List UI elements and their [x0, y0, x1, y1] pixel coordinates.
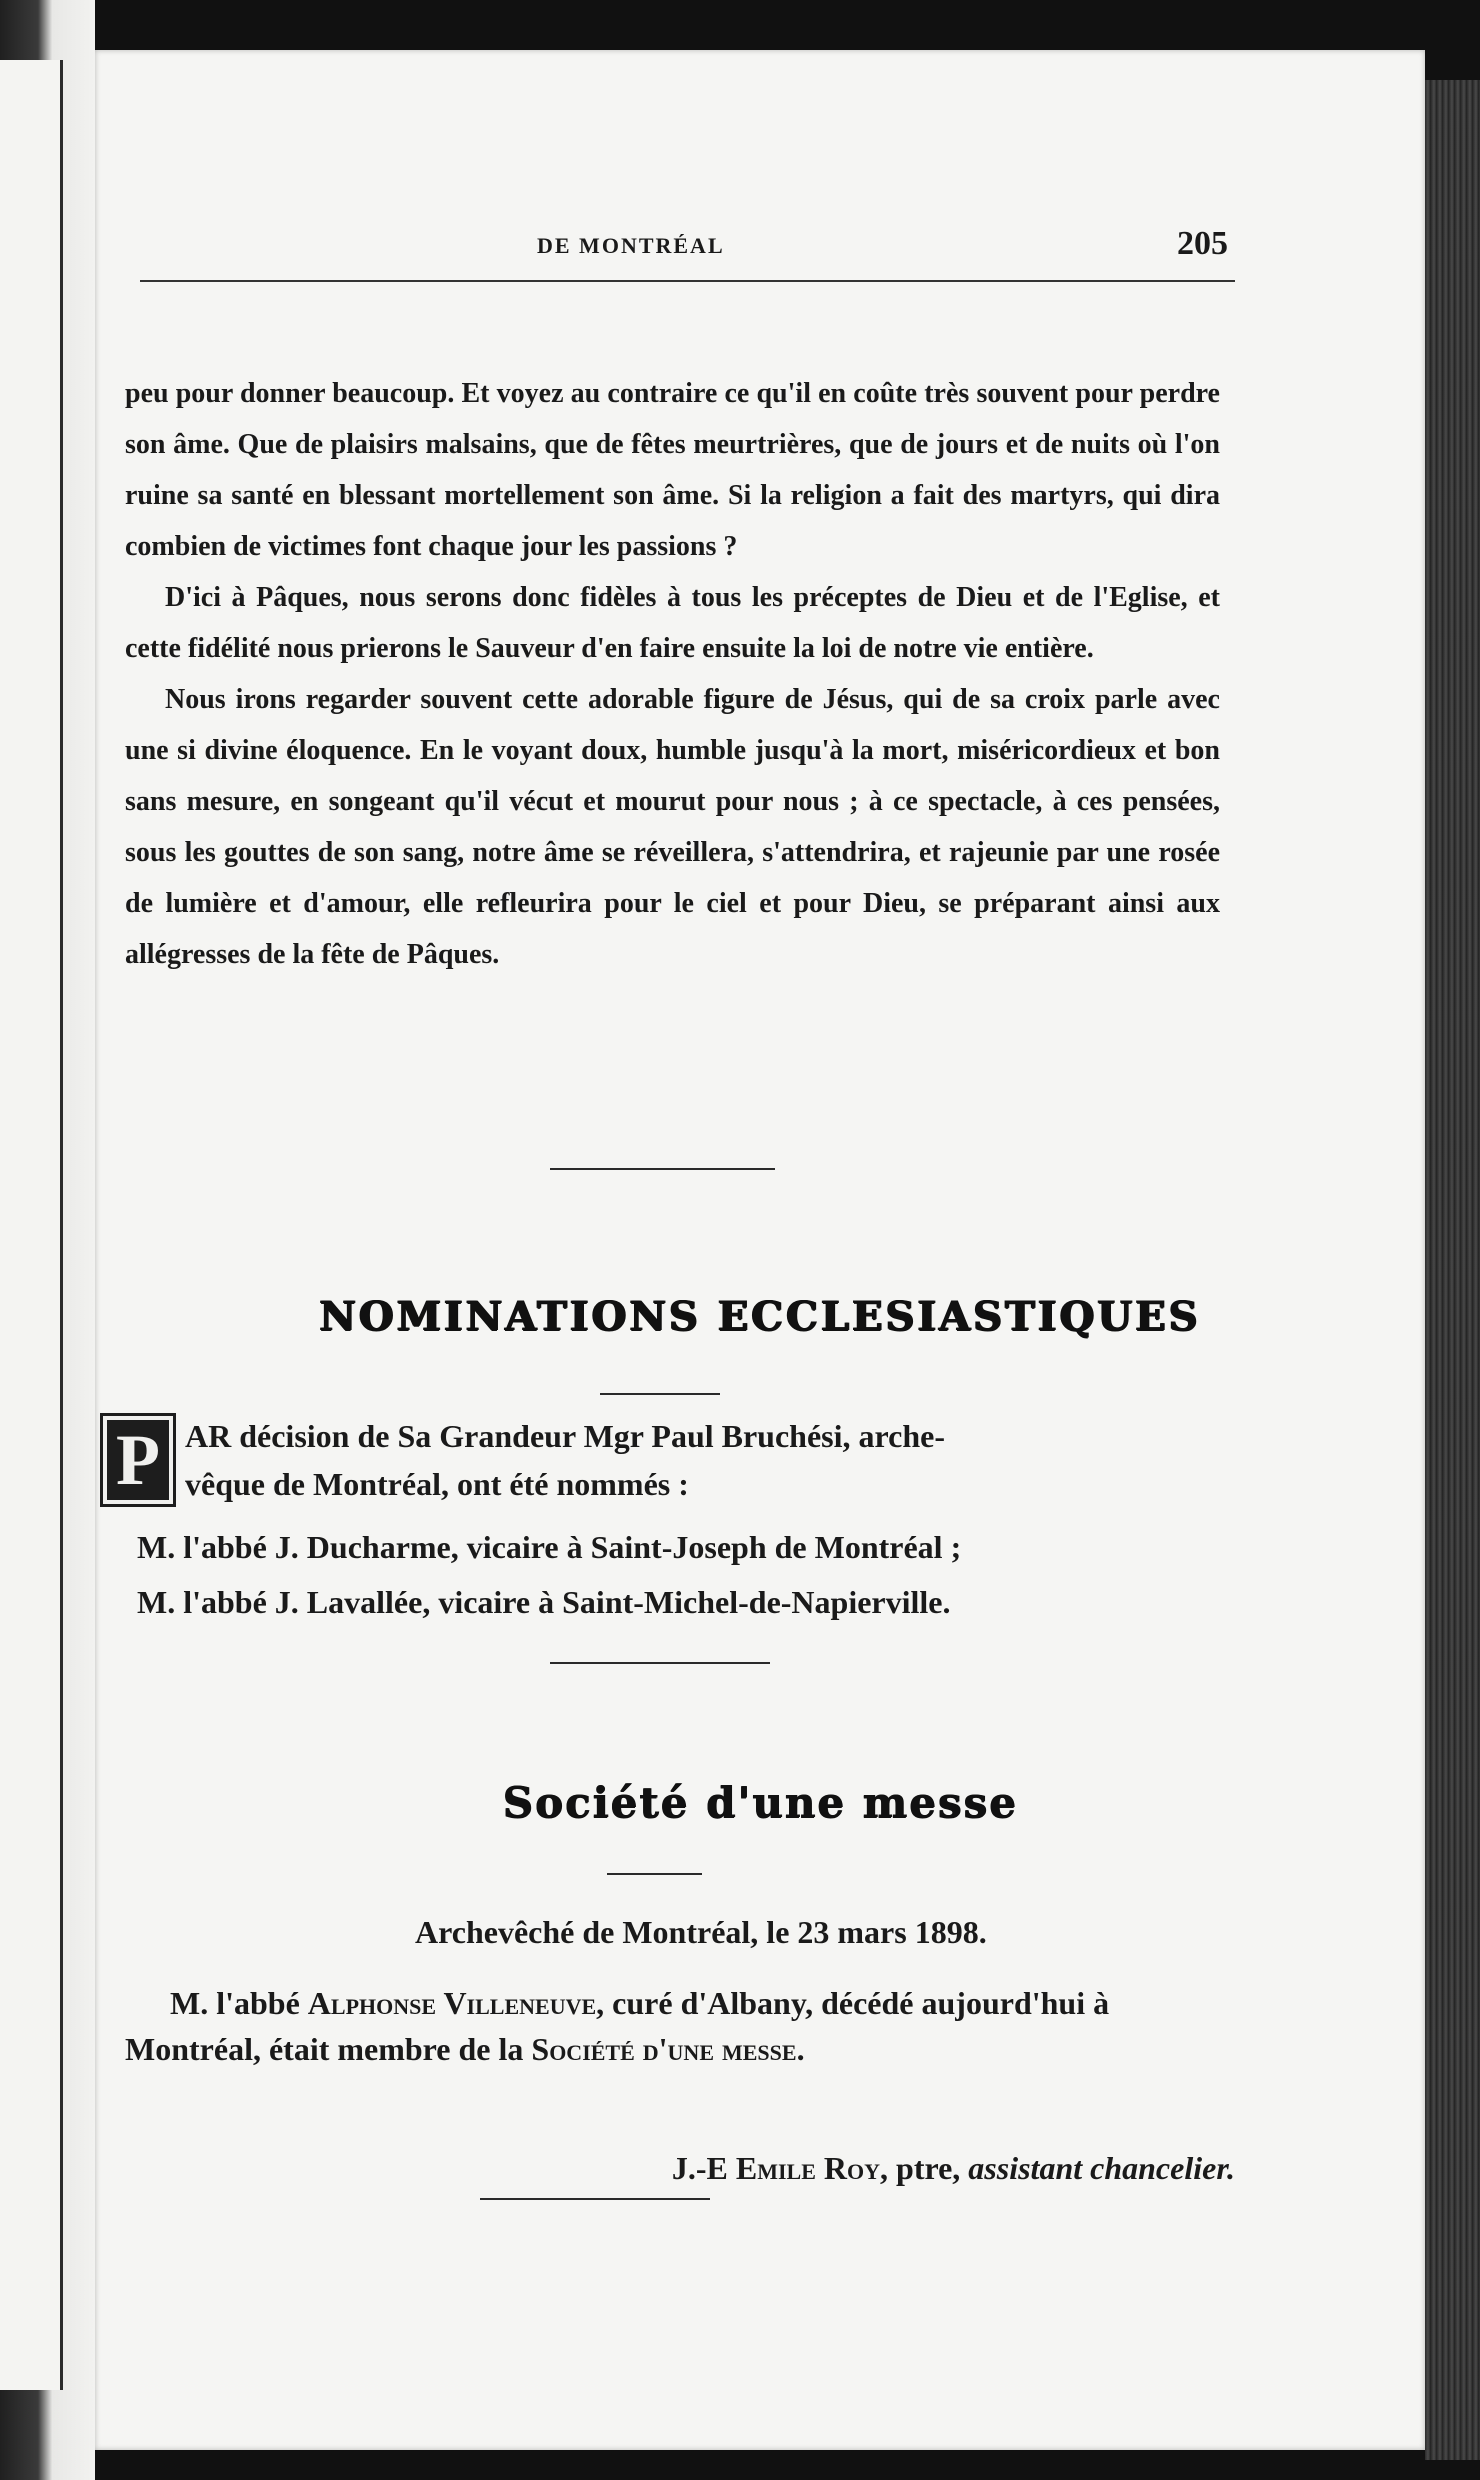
paragraph-3: Nous irons regarder souvent cette adorable figure de Jésus, qui de sa croix parle avec une si divine éloquence. En le voyant doux, humble jusqu'à la mort, miséricordieux et bon sans mesure, en songeant qu'il vécut et mourut pour nous ; à ce spectacle, à ces pensées, sous les gouttes de son sang, notre âme se réveillera, s'attendrira, et rajeunie par une rosée de lumière et d'amour, elle refleurira pour le ciel et pour Dieu, se préparant ainsi aux allégresses de la fête de Pâques. [125, 684, 1220, 970]
page-number: 205 [1177, 225, 1228, 262]
notice-society: Société d'une messe [531, 2031, 797, 2067]
signature-line [405, 2150, 1235, 2187]
nomination-entry-1: M. l'abbé J. Ducharme, vicaire à Saint-Joseph de Montréal ; [137, 1529, 962, 1565]
section-divider-3 [550, 1662, 770, 1664]
notice-part2: , curé d'Albany, décédé aujourd'hui à Montréal, était membre de la [125, 1985, 1110, 2067]
running-head-title: DE MONTRÉAL [537, 233, 725, 258]
notice-end: . [796, 2031, 805, 2067]
drop-cap: P [100, 1413, 176, 1507]
body-text [125, 368, 1220, 980]
signature-role: assistant chancelier. [968, 2150, 1235, 2186]
societe-date-line: Archevêché de Montréal, le 23 mars 1898. [415, 1914, 987, 1950]
nominations-title: NOMINATIONS ECCLESIASTIQUES [319, 1293, 1201, 1340]
section-divider-1 [550, 1168, 775, 1170]
societe-notice [125, 1980, 1235, 2072]
nomination-entry-2: M. l'abbé J. Lavallée, vicaire à Saint-Michel-de-Napierville. [137, 1584, 951, 1620]
signature-title: , ptre, [880, 2150, 969, 2186]
signature-name: J.-E Emile Roy [671, 2150, 881, 2186]
nominations-intro-line1: AR décision de Sa Grandeur Mgr Paul Bruchési, arche- [185, 1418, 945, 1454]
societe-title: Société d'une messe [502, 1778, 1018, 1827]
section-divider-4 [607, 1873, 702, 1875]
header-rule [140, 280, 1235, 282]
closing-rule [480, 2198, 710, 2200]
notice-part1: M. l'abbé [170, 1985, 300, 2021]
left-page-strip [0, 60, 63, 2390]
book-page [95, 50, 1425, 2450]
nominations-intro [185, 1412, 1235, 1508]
nominations-intro-line2: vêque de Montréal, ont été nommés : [185, 1466, 689, 1502]
notice-name: Alphonse Villeneuve [307, 1985, 597, 2021]
left-page-edge [0, 0, 95, 2480]
paragraph-2: D'ici à Pâques, nous serons donc fidèles à tous les préceptes de Dieu et de l'Eglise, et cette fidélité nous prierons le Sauveur d'en faire ensuite la loi de notre vie entière. [125, 582, 1220, 664]
running-head [95, 225, 1425, 273]
book-spine-edge [1425, 80, 1480, 2460]
paragraph-1: peu pour donner beaucoup. Et voyez au contraire ce qu'il en coûte très souvent pour perdre son âme. Que de plaisirs malsains, que de fêtes meurtrières, que de jours et de nuits où l'on ruine sa santé en blessant mortellement son âme. Si la religion a fait des martyrs, qui dira combien de victimes font chaque jour les passions ? [125, 378, 1220, 562]
section-divider-2 [600, 1393, 720, 1395]
